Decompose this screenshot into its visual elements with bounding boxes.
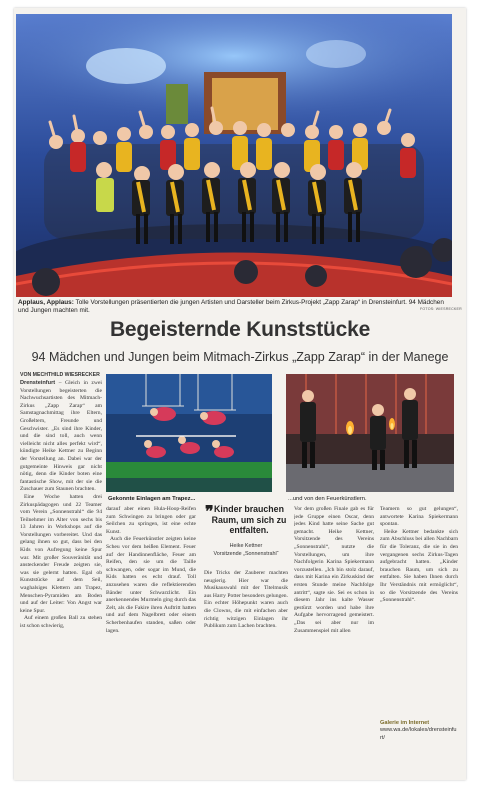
trapeze-caption: Gekonnte Einlagen am Trapez... (108, 496, 196, 502)
trapeze-photo-illustration (106, 374, 272, 492)
caption-lead: Applaus, Applaus: (18, 299, 74, 306)
article-column-4 (294, 506, 374, 778)
col1-paragraph-3: Auf einem großen Ball zu stehen ist schon schwierig, (20, 615, 102, 629)
trapeze-photo (106, 374, 272, 492)
gallery-info (380, 720, 458, 742)
main-photo-illustration (16, 14, 452, 297)
article-subheadline: 94 Mädchen und Jungen beim Mitmach-Zirkus „Zapp Zarap“ in der Manege (31, 350, 449, 364)
article-column-1 (20, 380, 102, 778)
article-column-5 (380, 506, 458, 716)
quote-role: Vorsitzende „Sonnenstrahl“ (213, 550, 279, 557)
dateline: Drensteinfurt (20, 380, 56, 386)
pull-quote (205, 504, 287, 558)
caption-text: Tolle Vorstellungen präsentierten die jungen Artisten und Darsteller beim Zirkus-Projekt „Zapp Zarap“ in Drensteinfurt. 94 Mädchen und Jungen machten mit. (18, 299, 444, 314)
main-photo-caption (18, 299, 450, 315)
byline: VON MECHTHILD WIESRECKER (20, 372, 100, 378)
main-photo-circus-children (16, 14, 452, 297)
quote-text: Kinder brauchen Raum, um sich zu entfalten. (211, 504, 287, 535)
col2-paragraph-1: darauf aber einen Hula-Hoop-Reifen zum Schwingen zu bringen oder gar Seilchen zu springen, ist eine echte Kunst. (106, 506, 196, 535)
col1-paragraph-2: Eine Woche hatten drei Zirkuspädagogen und 22 Teamer vom Verein „Sonnenstrahl“ die 94 Teilnehmer im Alter von sechs bis 13 Jahren in Workshops auf die Vorstellungen vorbereitet. Und das gelang ihnen so gut, dass bei den Kids von Aufregung keine Spur war. Mit großer Souveränität und ansteckender Freude zeigten sie, was sie gelernt hatten. Egal ob Kunststücke auf dem Seil, waghalsiges Klettern am Trapez, Menschen-Pyramiden am Boden und auf der Leiter: Von Angst war keine Spur. (20, 493, 102, 614)
gallery-label: Galerie im Internet (380, 720, 430, 726)
fire-artists-photo (286, 374, 454, 492)
photo-credit: FOTOS: WIESRECKER (420, 307, 462, 311)
article-headline: Begeisternde Kunststücke (109, 318, 371, 341)
col5-paragraph-2: Heike Kettner bedankte sich zum Abschluss bei allen Nachbarn für die Toleranz, die sie in den vergangenen sechs Zirkus-Tagen aufgebracht hatten. „Kinder brauchen Raum, um sich zu entfalten. Sie haben Ihnen durch Ihr Verständnis mit ermöglicht“, so die Vorsitzende des Vereins „Sonnenstrahl“. (380, 528, 458, 604)
col3-paragraph-1: Die Tricks der Zauberer machten neugierig. Hier war die Musikauswahl mit der Titelmusik aus Harry Potter besonders gelungen. Ein echter Höhepunkt waren auch die Clowns, die mit einfachen aber richtig witzigen Einlagen ihr Publikum zum Lachen brachten. (204, 570, 288, 630)
col2-paragraph-2: Auch die Feuerkünstler zeigten keine Scheu vor dem heißen Element. Feuer auf der Handinnenfläche, Feuer am Reifen, den sie um die Taille schwangen, oder sogar im Mund, die Kids hatten es echt drauf. Toll anzusehen waren die reflektierenden Bänder unter Schwarzlicht. Ein anerkennendes Murmeln ging durch das Zelt, als die Fakire ihren Auftritt hatten und auf dem Nagelbrett oder einem Scherbenhaufen standen, saßen oder lagen. (106, 536, 196, 634)
article-column-2 (106, 506, 196, 778)
col5-paragraph-1: Teamern so gut gelungen“, antwortete Karina Spiekermann spontan. (380, 506, 458, 528)
gallery-link[interactable]: www.wa.de/lokales/drensteinfurt/ (380, 727, 457, 741)
fire-photo-illustration (286, 374, 454, 492)
col1-paragraph-1: – Gleich in zwei Vorstellungen begeisterten die Nachwuchsartisten des Mitmach-Zirkus „Zapp Zarap“ am Samstagnachmittag ihre Eltern, Großeltern, Freunde und Geschwister. „Es sind ihre Kinder, und die sind toll, auch wenn vielleicht nicht alles perfekt wird“, kündigte Heike Kettner zu Beginn der Vorstellung an. Dabei war der gutgemeinte Hinweis gar nicht nötig, denn die Kinder boten eine fantastische Show, mit der sie die Zuschauer zum Staunen brachten. (20, 380, 102, 493)
article-column-3 (204, 570, 288, 778)
col4-paragraph-1: Vor dem großen Finale gab es für jede Gruppe einen Oscar, denn jedes Kind hatte seine Sache gut gemacht. Heike Kettner, Vorsitzende des Vereins „Sonnenstrahl“, nutzte die Vorstellungen, um ihre Nachfolgerin Karina Spiekermann vorzustellen. „Ich bin stolz darauf, dass mit Karina ein Zirkuskind der ersten Stunde meine Nachfolge antritt“, sagte sie. Sei es schon in diesem Jahr ins kalte Wasser gestürzt worden und habe ihre Aufgabe hervorragend gemeistert. „Das sei aber nur im Zusammenspiel mit allen (294, 506, 374, 634)
fire-caption: ...und von den Feuerkünstlern. (288, 496, 367, 502)
quote-mark-icon: ❞ (205, 504, 214, 521)
newspaper-clipping (14, 8, 466, 780)
quote-author: Heike Kettner (229, 542, 263, 549)
